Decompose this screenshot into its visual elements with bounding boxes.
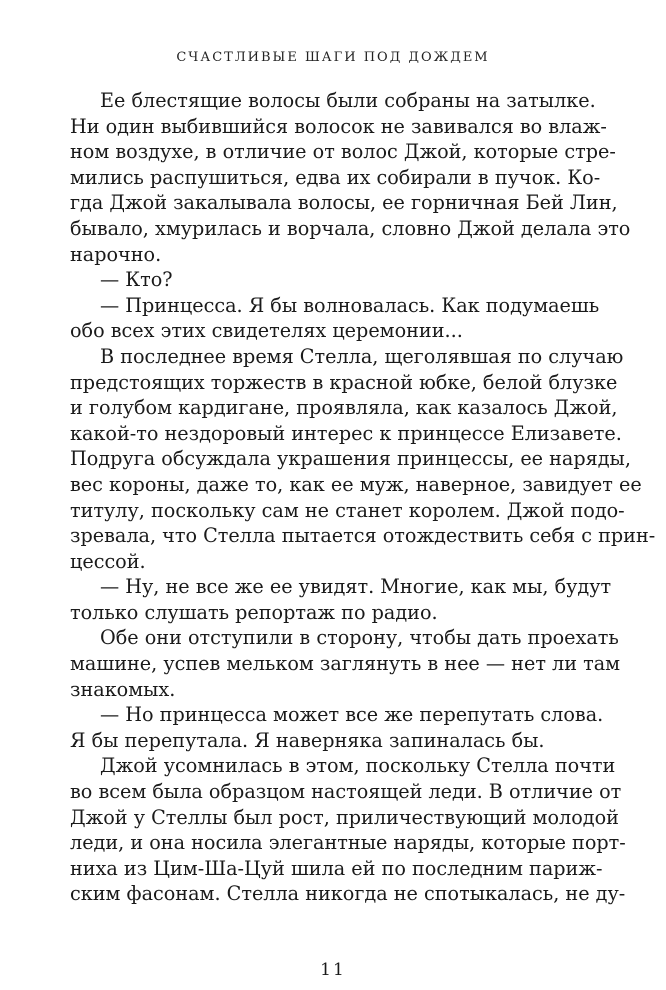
text-line: Джой у Стеллы был рост, приличествующий молодой xyxy=(70,805,619,829)
text-line: какой-то нездоровый интерес к принцессе Елизавете. xyxy=(70,421,622,445)
text-line: леди, и она носила элегантные наряды, которые порт- xyxy=(70,831,626,855)
running-head: СЧАСТЛИВЫЕ ШАГИ ПОД ДОЖДЕМ xyxy=(176,50,490,65)
text-line: только слушать репортаж по радио. xyxy=(70,600,438,624)
text-line: предстоящих торжеств в красной юбке, белой блузке xyxy=(70,370,618,394)
text-line: Обе они отступили в сторону, чтобы дать проехать xyxy=(100,626,619,650)
text-line: обо всех этих свидетелях церемонии... xyxy=(70,319,463,343)
text-line: мились распушиться, едва их собирали в пучок. Ко- xyxy=(70,165,601,189)
text-line: зревала, что Стелла пытается отождествить себя с прин- xyxy=(70,524,656,548)
text-line: — Но принцесса может все же перепутать слова. xyxy=(100,703,604,727)
text-line: ном воздухе, в отличие от волос Джой, которые стре- xyxy=(70,140,616,164)
text-line: титулу, поскольку сам не станет королем. Джой подо- xyxy=(70,498,625,522)
text-line: гда Джой закалывала волосы, ее горничная Бей Лин, xyxy=(70,191,618,215)
text-line: Ни один выбившийся волосок не завивался во влаж- xyxy=(70,114,607,138)
text-line: Джой усомнилась в этом, поскольку Стелла почти xyxy=(100,754,616,778)
page-number: 11 xyxy=(320,960,346,980)
text-line: вес короны, даже то, как ее муж, наверное, завидует ее xyxy=(70,472,642,496)
text-line: бывало, хмурилась и ворчала, словно Джой делала это xyxy=(70,216,631,240)
text-line: ским фасонам. Стелла никогда не спотыкалась, не ду- xyxy=(70,882,626,906)
text-line: цессой. xyxy=(70,549,146,573)
text-line: — Ну, не все же ее увидят. Многие, как мы, будут xyxy=(100,575,612,599)
text-line: нарочно. xyxy=(70,242,162,266)
text-line: — Кто? xyxy=(100,268,173,292)
text-line: В последнее время Стелла, щеголявшая по случаю xyxy=(100,344,624,368)
text-line: знакомых. xyxy=(70,677,176,701)
text-line: ниха из Цим-Ша-Цуй шила ей по последним париж- xyxy=(70,856,603,880)
text-line: — Принцесса. Я бы волновалась. Как подумаешь xyxy=(100,293,600,317)
text-line: во всем была образцом настоящей леди. В отличие от xyxy=(70,780,622,804)
text-line: машине, успев мельком заглянуть в нее — нет ли там xyxy=(70,652,621,676)
text-line: Ее блестящие волосы были собраны на затылке. xyxy=(100,89,596,112)
text-line: Подруга обсуждала украшения принцессы, ее наряды, xyxy=(70,447,631,471)
text-line: Я бы перепутала. Я наверняка запиналась бы. xyxy=(70,728,545,752)
text-line: и голубом кардигане, проявляла, как казалось Джой, xyxy=(70,396,618,420)
body-text xyxy=(70,88,656,907)
